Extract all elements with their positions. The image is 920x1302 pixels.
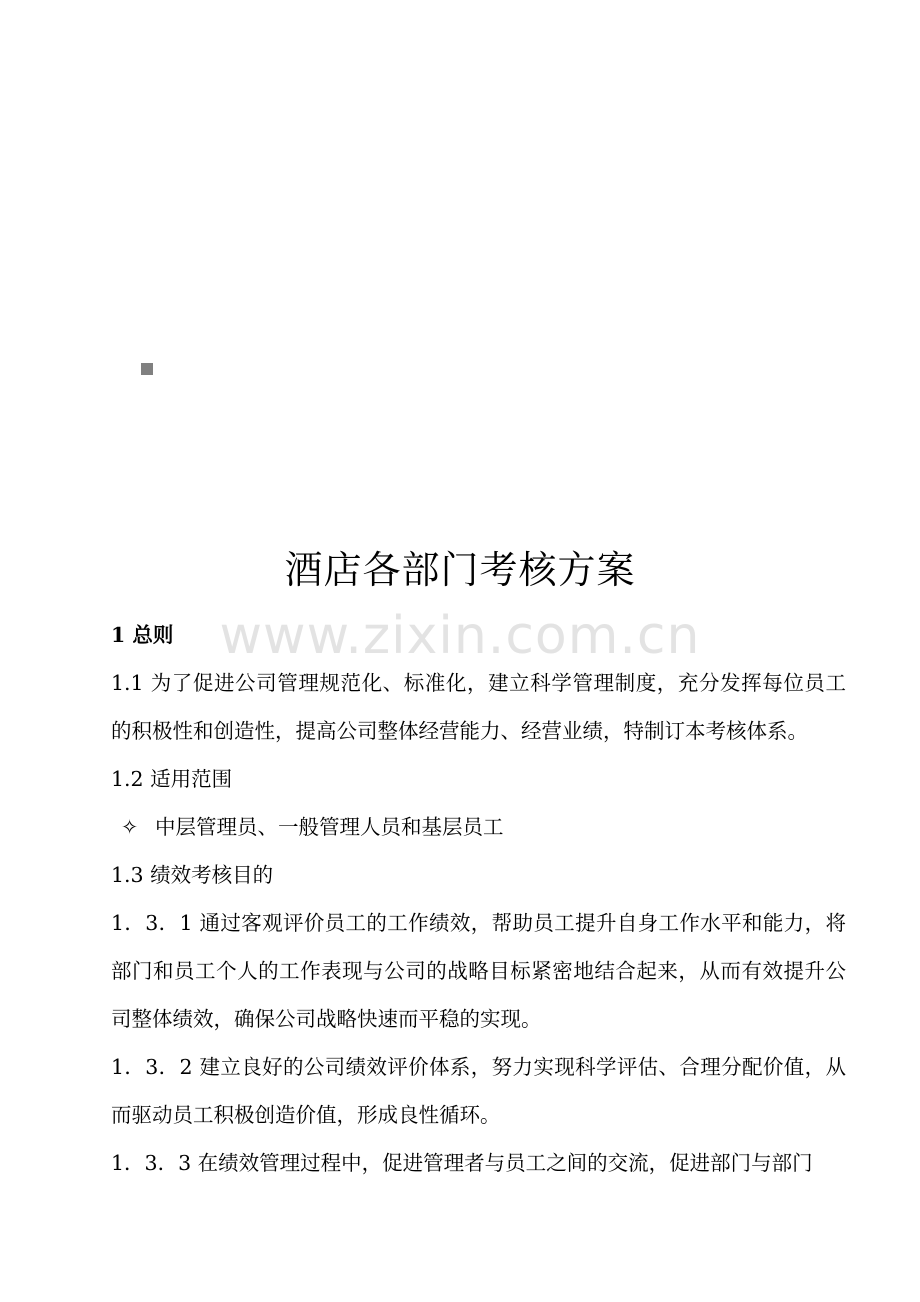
paragraph-1-2: 1.2 适用范围 [111,767,233,791]
watermark: www.zixin.com.cn [219,606,701,666]
document-title: 酒店各部门考核方案 [284,548,636,592]
scope-list-item [111,803,846,851]
document-body [111,611,846,1187]
diamond-bullet-icon: ✧ [121,815,139,839]
scope-list-item-text: 中层管理员、一般管理人员和基层员工 [155,815,504,839]
paragraph-1-3: 1.3 绩效考核目的 [111,863,274,887]
paragraph-1-3-1: 1．3．1 通过客观评价员工的工作绩效，帮助员工提升自身工作水平和能力，将部门和员工个人的工作表现与公司的战略目标紧密地结合起来，从而有效提升公司整体绩效，确保公司战略快速而平稳的实现。 [111,911,846,1031]
paragraph-1-3-2: 1．3．2 建立良好的公司绩效评价体系，努力实现科学评估、合理分配价值，从而驱动员工积极创造价值，形成良性循环。 [111,1055,846,1127]
paragraph-1-1: 1.1 为了促进公司管理规范化、标准化，建立科学管理制度，充分发挥每位员工的积极性和创造性，提高公司整体经营能力、经营业绩，特制订本考核体系。 [111,671,846,743]
section-heading-general: 1 总则 [111,623,174,647]
paragraph-1-3-3: 1．3．3 在绩效管理过程中，促进管理者与员工之间的交流，促进部门与部门 [111,1151,813,1175]
square-bullet-icon [141,363,153,375]
